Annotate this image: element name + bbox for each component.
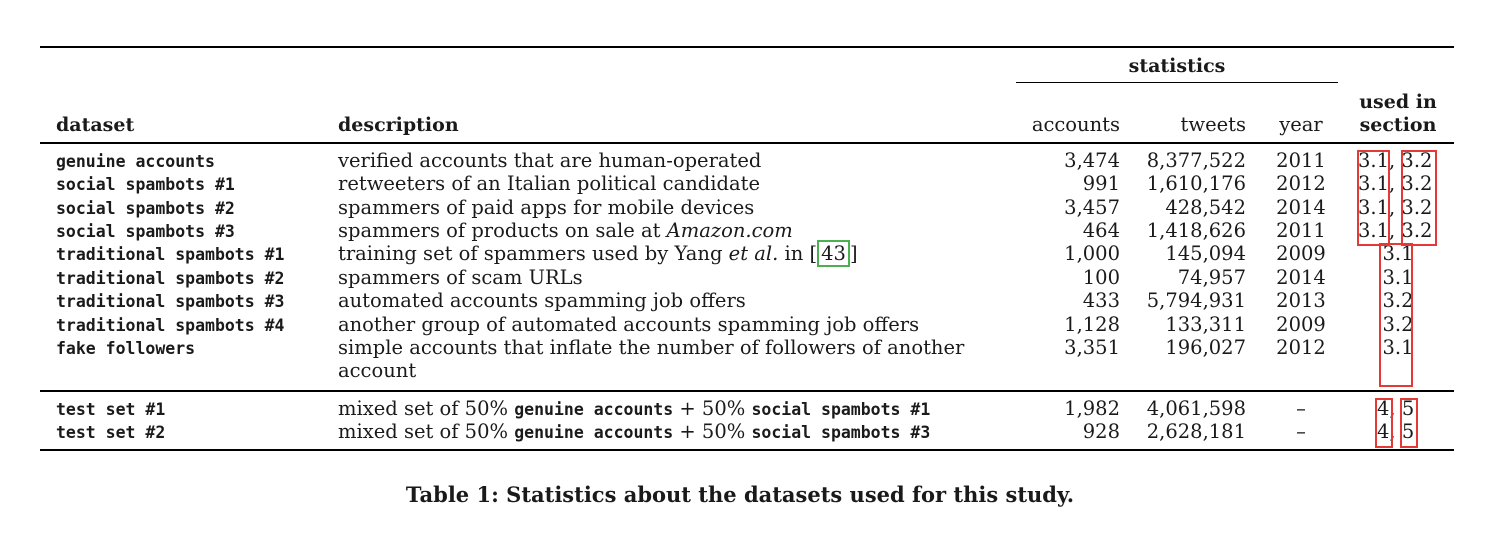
table-caption: Table 1: Statistics about the datasets used for this study. (405, 482, 1075, 507)
section-separator: , (1389, 196, 1402, 219)
accounts-cell: 1,128 (1064, 313, 1120, 336)
section-ref[interactable]: 4 (1377, 397, 1390, 420)
section-ref[interactable]: 3.2 (1382, 313, 1414, 336)
dataset-cell: genuine accounts (56, 152, 215, 171)
top-rule (40, 46, 1454, 48)
header-rule (40, 142, 1454, 144)
ref-box-5 (1400, 398, 1418, 448)
section-separator: , (1389, 397, 1402, 420)
tweets-cell: 133,311 (1165, 313, 1246, 336)
description-text: mixed set of 50% (338, 397, 515, 420)
description-mono: genuine accounts (514, 423, 674, 442)
year-cell: 2009 (1276, 313, 1326, 336)
year-cell: 2009 (1276, 242, 1326, 265)
section-ref[interactable]: 3.2 (1382, 289, 1414, 312)
section-ref[interactable]: 3.1 (1358, 172, 1390, 195)
accounts-cell: 464 (1082, 219, 1120, 242)
year-cell: 2014 (1276, 196, 1326, 219)
description-text: simple accounts that inflate the number of followers of another (338, 336, 965, 359)
description-text: mixed set of 50% (338, 420, 515, 443)
section-ref[interactable]: 3.1 (1382, 242, 1414, 265)
section-ref[interactable]: 3.1 (1382, 336, 1414, 359)
mid-rule (40, 390, 1454, 392)
year-cell: – (1296, 420, 1306, 443)
tweets-cell: 428,542 (1165, 196, 1246, 219)
accounts-header: accounts (1031, 113, 1120, 136)
section-separator: , (1389, 219, 1402, 242)
section-separator: , (1389, 149, 1402, 172)
year-cell: 2013 (1276, 289, 1326, 312)
dataset-cell: test set #2 (56, 423, 166, 442)
year-cell: – (1296, 397, 1306, 420)
accounts-cell: 100 (1082, 266, 1120, 289)
dataset-cell: fake followers (56, 339, 196, 358)
description-cell (338, 267, 583, 289)
description-text: verified accounts that are human-operated (338, 149, 762, 172)
section-header: section (1359, 114, 1437, 136)
description-text: + 50% (673, 420, 752, 443)
used-in-header: used in (1359, 91, 1437, 113)
section-ref[interactable]: 4 (1377, 420, 1390, 443)
year-cell: 2014 (1276, 266, 1326, 289)
description-text: spammers of paid apps for mobile devices (338, 196, 755, 219)
dataset-cell: traditional spambots #1 (56, 245, 285, 264)
bottom-rule (40, 449, 1454, 451)
tweets-header: tweets (1180, 113, 1246, 136)
dataset-cell: test set #1 (56, 400, 166, 419)
dataset-cell: traditional spambots #4 (56, 316, 285, 335)
tweets-cell: 4,061,598 (1146, 397, 1246, 420)
description-text: retweeters of an Italian political candidate (338, 172, 760, 195)
dataset-cell: traditional spambots #2 (56, 269, 285, 288)
description-text: ] (849, 242, 858, 265)
description-cell (338, 220, 793, 242)
description-mono: social spambots #3 (751, 423, 931, 442)
year-cell: 2011 (1276, 219, 1326, 242)
description-cell (338, 314, 919, 336)
section-ref[interactable]: 3.1 (1358, 219, 1390, 242)
year-cell: 2011 (1276, 149, 1326, 172)
description-cell (338, 337, 964, 359)
section-ref[interactable]: 3.2 (1401, 172, 1433, 195)
section-ref[interactable]: 3.2 (1401, 196, 1433, 219)
year-cell: 2012 (1276, 172, 1326, 195)
description-cell (338, 150, 761, 172)
dataset-header: dataset (56, 114, 135, 136)
statistics-header: statistics (1128, 55, 1226, 77)
description-header: description (338, 114, 459, 136)
description-cell (338, 197, 754, 219)
tweets-cell: 5,794,931 (1146, 289, 1246, 312)
section-ref[interactable]: 3.2 (1401, 219, 1433, 242)
tweets-cell: 1,418,626 (1146, 219, 1246, 242)
section-ref[interactable]: 5 (1401, 397, 1415, 420)
year-cell: 2012 (1276, 336, 1326, 359)
section-ref[interactable]: 3.1 (1382, 266, 1414, 289)
description-mono: genuine accounts (514, 400, 674, 419)
description-text: automated accounts spamming job offers (338, 289, 746, 312)
statistics-rule (1016, 82, 1338, 83)
description-cell (338, 173, 760, 195)
tweets-cell: 8,377,522 (1146, 149, 1246, 172)
accounts-cell: 928 (1082, 420, 1120, 443)
description-text: + 50% (673, 397, 752, 420)
description-cell (338, 421, 930, 444)
section-ref[interactable]: 3.2 (1401, 149, 1433, 172)
section-separator: , (1389, 172, 1402, 195)
dataset-cell: social spambots #1 (56, 175, 235, 194)
section-separator: , (1389, 420, 1402, 443)
description-text: in [ (778, 242, 818, 265)
description-mono: social spambots #1 (751, 400, 931, 419)
section-ref[interactable]: 3.1 (1358, 149, 1390, 172)
accounts-cell: 433 (1082, 289, 1120, 312)
tweets-cell: 2,628,181 (1146, 420, 1246, 443)
description-text: spammers of products on sale at (338, 219, 667, 242)
year-header: year (1279, 113, 1323, 136)
description-text: spammers of scam URLs (338, 266, 583, 289)
tweets-cell: 1,610,176 (1146, 172, 1246, 195)
tweets-cell: 145,094 (1165, 242, 1246, 265)
description-text: another group of automated accounts spamming job offers (338, 313, 920, 336)
description-italic: Amazon.com (666, 219, 793, 242)
section-ref[interactable]: 3.1 (1358, 196, 1390, 219)
accounts-cell: 3,457 (1064, 196, 1120, 219)
accounts-cell: 1,000 (1064, 242, 1120, 265)
description-cell-wrap: account (338, 359, 417, 382)
section-ref[interactable]: 5 (1401, 420, 1415, 443)
accounts-cell: 991 (1082, 172, 1120, 195)
dataset-cell: traditional spambots #3 (56, 292, 285, 311)
description-italic: et al. (728, 242, 779, 265)
accounts-cell: 3,474 (1064, 149, 1120, 172)
ref-box-3.1-tall (1379, 243, 1413, 387)
tweets-cell: 74,957 (1177, 266, 1246, 289)
description-cell (338, 398, 930, 421)
description-cell (338, 290, 746, 312)
ref-box-3.1-col (1357, 150, 1390, 246)
ref-box-4 (1375, 398, 1393, 448)
citation-link[interactable]: 43 (817, 240, 850, 267)
accounts-cell: 1,982 (1064, 397, 1120, 420)
accounts-cell: 3,351 (1064, 336, 1120, 359)
description-text: training set of spammers used by Yang (338, 242, 729, 265)
tweets-cell: 196,027 (1165, 336, 1246, 359)
dataset-cell: social spambots #3 (56, 222, 235, 241)
description-cell (338, 243, 858, 265)
ref-box-3.2-col (1401, 150, 1437, 246)
dataset-cell: social spambots #2 (56, 199, 235, 218)
